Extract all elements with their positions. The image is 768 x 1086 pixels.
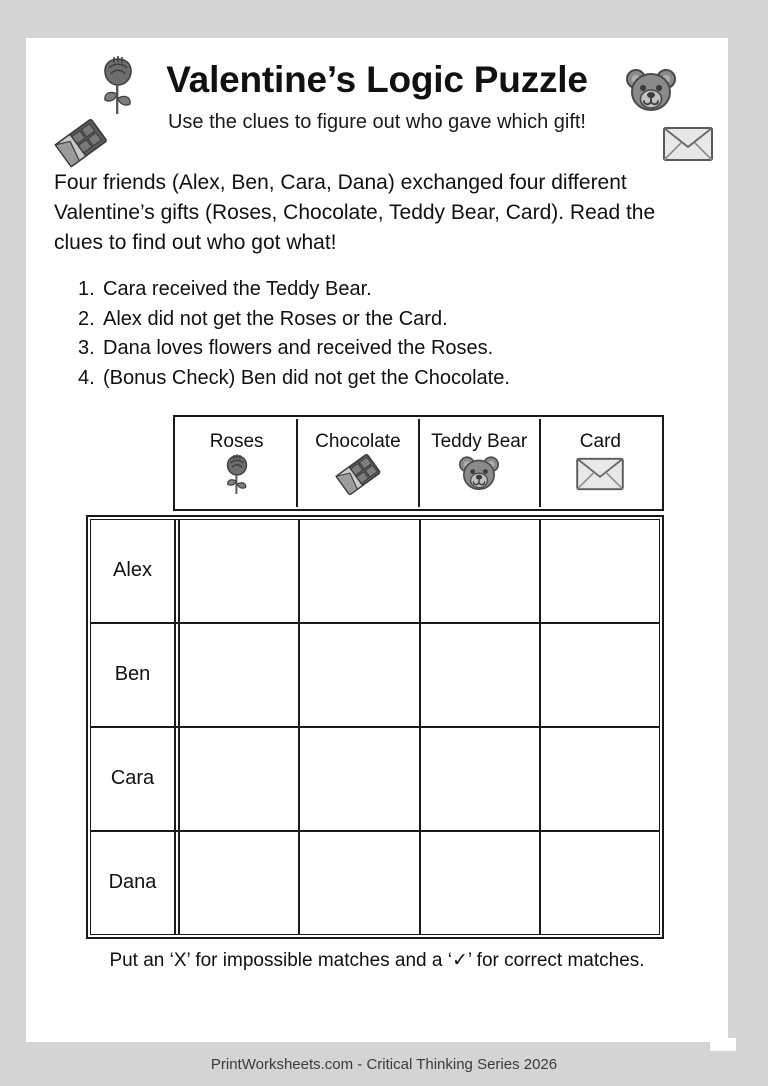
- grid-cell-dana-roses[interactable]: [180, 832, 300, 934]
- column-label: Chocolate: [315, 430, 401, 452]
- logic-grid: [26, 415, 728, 945]
- grid-cell-ben-card[interactable]: [541, 624, 659, 726]
- grid-cell-ben-roses[interactable]: [180, 624, 300, 726]
- grid-column-header-chocolate: [298, 419, 419, 507]
- envelope-icon: [575, 454, 625, 494]
- table-row: [91, 728, 659, 832]
- rose-icon: [221, 454, 253, 494]
- footer-credit: PrintWorksheets.com - Critical Thinking Series 2026: [210, 1056, 558, 1073]
- intro-paragraph: Four friends (Alex, Ben, Cara, Dana) exchanged four different Valentine’s gifts (Roses, Chocolate, Teddy Bear, Card). Read the clues to find out who got what!: [54, 170, 656, 254]
- grid-column-header-card: [541, 419, 660, 507]
- table-row: [91, 520, 659, 624]
- grid-cell-cara-teddy-bear[interactable]: [421, 728, 541, 830]
- row-label-cara: Cara: [91, 728, 176, 830]
- column-label: Roses: [209, 430, 264, 452]
- rose-icon: [95, 54, 141, 116]
- chocolate-bar-icon: [51, 114, 109, 172]
- teddy-bear-icon: [457, 454, 501, 494]
- clue-item: Dana loves flowers and received the Roses.: [103, 337, 494, 360]
- row-label-dana: Dana: [91, 832, 176, 934]
- grid-cell-ben-teddy-bear[interactable]: [421, 624, 541, 726]
- grid-cell-alex-chocolate[interactable]: [300, 520, 420, 622]
- clue-item: Alex did not get the Roses or the Card.: [103, 307, 448, 330]
- grid-cell-alex-card[interactable]: [541, 520, 659, 622]
- table-row: [91, 624, 659, 728]
- grid-column-header-teddy-bear: [420, 419, 541, 507]
- column-label: Card: [579, 430, 621, 452]
- instruction-note: Put an ‘X’ for impossible matches and a ‘✓’ for correct matches.: [109, 949, 645, 971]
- column-label: Teddy Bear: [431, 430, 528, 452]
- table-row: [91, 832, 659, 934]
- chocolate-bar-icon: [334, 454, 382, 494]
- clue-list: [26, 275, 728, 393]
- envelope-icon: [662, 124, 714, 164]
- grid-cell-dana-chocolate[interactable]: [300, 832, 420, 934]
- page-title: Valentine’s Logic Puzzle: [166, 59, 588, 100]
- grid-cell-alex-teddy-bear[interactable]: [421, 520, 541, 622]
- page-corner-notch: [710, 1038, 736, 1051]
- teddy-bear-icon: [624, 66, 678, 116]
- grid-cell-alex-roses[interactable]: [180, 520, 300, 622]
- grid-cell-dana-card[interactable]: [541, 832, 659, 934]
- grid-cell-ben-chocolate[interactable]: [300, 624, 420, 726]
- page-subtitle: Use the clues to figure out who gave which gift!: [167, 110, 586, 133]
- clue-item: Cara received the Teddy Bear.: [103, 278, 372, 301]
- grid-cell-cara-roses[interactable]: [180, 728, 300, 830]
- grid-column-headers: [173, 415, 664, 511]
- grid-body: [86, 515, 664, 939]
- worksheet-page: [26, 38, 728, 1042]
- row-label-ben: Ben: [91, 624, 176, 726]
- grid-column-header-roses: [177, 419, 298, 507]
- grid-cell-cara-chocolate[interactable]: [300, 728, 420, 830]
- grid-cell-cara-card[interactable]: [541, 728, 659, 830]
- clue-item: (Bonus Check) Ben did not get the Chocolate.: [103, 366, 510, 389]
- row-label-alex: Alex: [91, 520, 176, 622]
- grid-cell-dana-teddy-bear[interactable]: [421, 832, 541, 934]
- worksheet-header: [26, 38, 728, 134]
